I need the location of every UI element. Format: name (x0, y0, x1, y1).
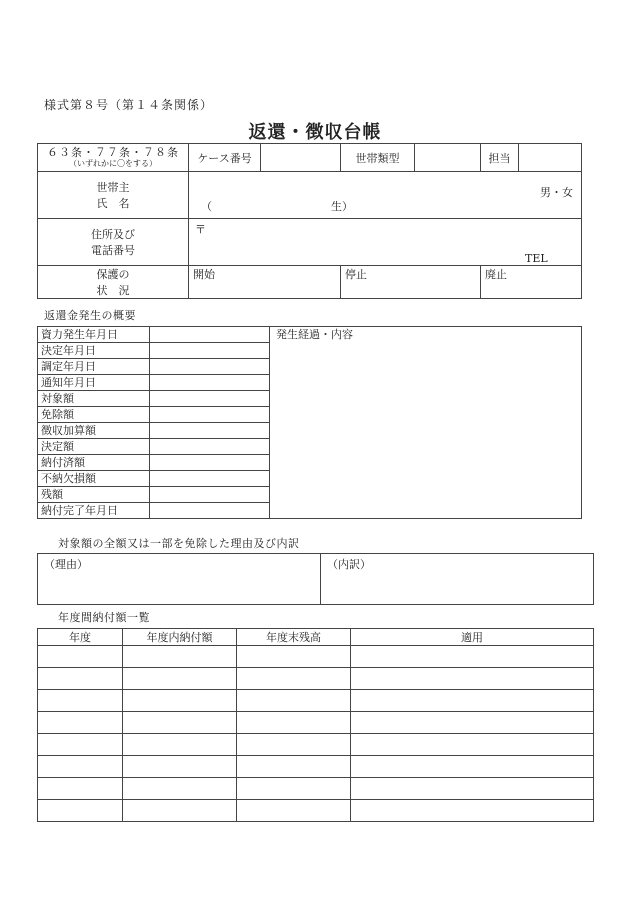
protection-label (38, 266, 189, 299)
annual-cell[interactable] (123, 756, 237, 778)
start-field[interactable] (189, 266, 341, 299)
householder-label-line2: 氏 名 (96, 197, 130, 210)
householder-label-line1: 世帯主 (96, 181, 130, 194)
annual-cell[interactable] (351, 712, 594, 734)
overview-row-label: 調定年月日 (38, 359, 150, 375)
page-title: 返還・徴収台帳 (248, 122, 382, 143)
exemption-section-title: 対象額の全額又は一部を免除した理由及び内訳 (58, 537, 300, 550)
annual-cell[interactable] (351, 690, 594, 712)
form-number: 様式第８号（第１４条関係） (44, 98, 214, 112)
annual-cell[interactable] (38, 646, 123, 668)
annual-cell[interactable] (38, 690, 123, 712)
details-field[interactable] (270, 327, 582, 519)
household-type-field[interactable] (415, 144, 481, 172)
annual-cell[interactable] (123, 712, 237, 734)
annual-cell[interactable] (237, 668, 351, 690)
annual-cell[interactable] (38, 712, 123, 734)
annual-cell[interactable] (38, 668, 123, 690)
birth-close: 生） (331, 200, 353, 213)
annual-payment-table (37, 628, 594, 822)
reason-label: （理由） (44, 558, 88, 571)
overview-row-value[interactable] (150, 391, 270, 407)
overview-row-value[interactable] (150, 375, 270, 391)
overview-row-value[interactable] (150, 439, 270, 455)
annual-cell[interactable] (237, 646, 351, 668)
householder-label (38, 172, 189, 219)
stop-label: 停止 (345, 268, 367, 281)
overview-row-label: 決定額 (38, 439, 150, 455)
annual-cell[interactable] (351, 646, 594, 668)
household-type-label: 世帯類型 (341, 144, 415, 172)
annual-cell[interactable] (237, 712, 351, 734)
annual-cell[interactable] (123, 690, 237, 712)
annual-cell[interactable] (38, 778, 123, 800)
overview-row-value[interactable] (150, 423, 270, 439)
annual-cell[interactable] (351, 668, 594, 690)
reason-field[interactable] (38, 554, 321, 605)
postal-mark: 〒 (195, 223, 206, 236)
overview-row (38, 327, 582, 343)
stop-field[interactable] (341, 266, 481, 299)
start-label: 開始 (193, 268, 215, 281)
annual-row (38, 690, 594, 712)
annual-cell[interactable] (351, 756, 594, 778)
overview-row-value[interactable] (150, 359, 270, 375)
annual-row (38, 712, 594, 734)
overview-row-label: 対象額 (38, 391, 150, 407)
overview-row-value[interactable] (150, 343, 270, 359)
col-header-annual-payment: 年度内納付額 (123, 629, 237, 646)
annual-row (38, 800, 594, 822)
gender-select[interactable]: 男・女 (540, 186, 573, 199)
annual-section-title: 年度間納付額一覧 (58, 611, 150, 624)
annual-cell[interactable] (123, 734, 237, 756)
annual-row (38, 668, 594, 690)
overview-row-label: 資力発生年月日 (38, 327, 150, 343)
articles-text: ６３条・７７条・７８条 (47, 146, 179, 159)
overview-row-value[interactable] (150, 455, 270, 471)
overview-row-value[interactable] (150, 503, 270, 519)
protection-label-line2: 状 況 (96, 284, 130, 297)
annual-cell[interactable] (38, 800, 123, 822)
overview-section-title: 返還金発生の概要 (44, 309, 136, 322)
overview-row-value[interactable] (150, 327, 270, 343)
staff-label: 担当 (481, 144, 519, 172)
annual-cell[interactable] (351, 800, 594, 822)
address-field[interactable] (189, 219, 582, 266)
overview-row-label: 免除額 (38, 407, 150, 423)
overview-row-label: 決定年月日 (38, 343, 150, 359)
breakdown-field[interactable] (321, 554, 594, 605)
overview-row-label: 納付完了年月日 (38, 503, 150, 519)
annual-cell[interactable] (123, 646, 237, 668)
exemption-table (37, 553, 594, 605)
annual-cell[interactable] (38, 756, 123, 778)
overview-row-label: 不納欠損額 (38, 471, 150, 487)
articles-cell (38, 144, 189, 172)
annual-cell[interactable] (237, 734, 351, 756)
protection-label-line1: 保護の (96, 268, 130, 281)
tel-label: TEL (525, 252, 548, 265)
annual-row (38, 734, 594, 756)
annual-cell[interactable] (38, 734, 123, 756)
overview-row-value[interactable] (150, 487, 270, 503)
overview-table (37, 326, 582, 519)
col-header-year-end-balance: 年度末残高 (237, 629, 351, 646)
annual-cell[interactable] (123, 668, 237, 690)
annual-cell[interactable] (123, 800, 237, 822)
annual-cell[interactable] (123, 778, 237, 800)
annual-row (38, 646, 594, 668)
abolish-label: 廃止 (485, 268, 507, 281)
case-number-field[interactable] (261, 144, 341, 172)
annual-cell[interactable] (237, 800, 351, 822)
annual-cell[interactable] (237, 778, 351, 800)
annual-cell[interactable] (351, 734, 594, 756)
household-info-table (37, 143, 582, 299)
col-header-year: 年度 (38, 629, 123, 646)
annual-cell[interactable] (237, 756, 351, 778)
annual-cell[interactable] (237, 690, 351, 712)
householder-name-field[interactable] (189, 172, 582, 219)
articles-note: （いずれかに〇をする） (69, 159, 157, 168)
overview-row-label: 残額 (38, 487, 150, 503)
overview-row-label: 徴収加算額 (38, 423, 150, 439)
annual-row (38, 778, 594, 800)
address-label (38, 219, 189, 266)
overview-row-label: 納付済額 (38, 455, 150, 471)
birth-open: （ (201, 200, 212, 213)
staff-field[interactable] (519, 144, 582, 172)
overview-row-label: 通知年月日 (38, 375, 150, 391)
overview-row-value[interactable] (150, 407, 270, 423)
annual-cell[interactable] (351, 778, 594, 800)
overview-row-value[interactable] (150, 471, 270, 487)
breakdown-label: （内訳） (327, 558, 371, 571)
address-label-line2: 電話番号 (91, 244, 135, 257)
case-number-label: ケース番号 (189, 144, 261, 172)
address-label-line1: 住所及び (91, 228, 135, 241)
abolish-field[interactable] (481, 266, 582, 299)
details-label: 発生経過・内容 (276, 328, 353, 341)
col-header-remarks: 適用 (351, 629, 594, 646)
annual-row (38, 756, 594, 778)
